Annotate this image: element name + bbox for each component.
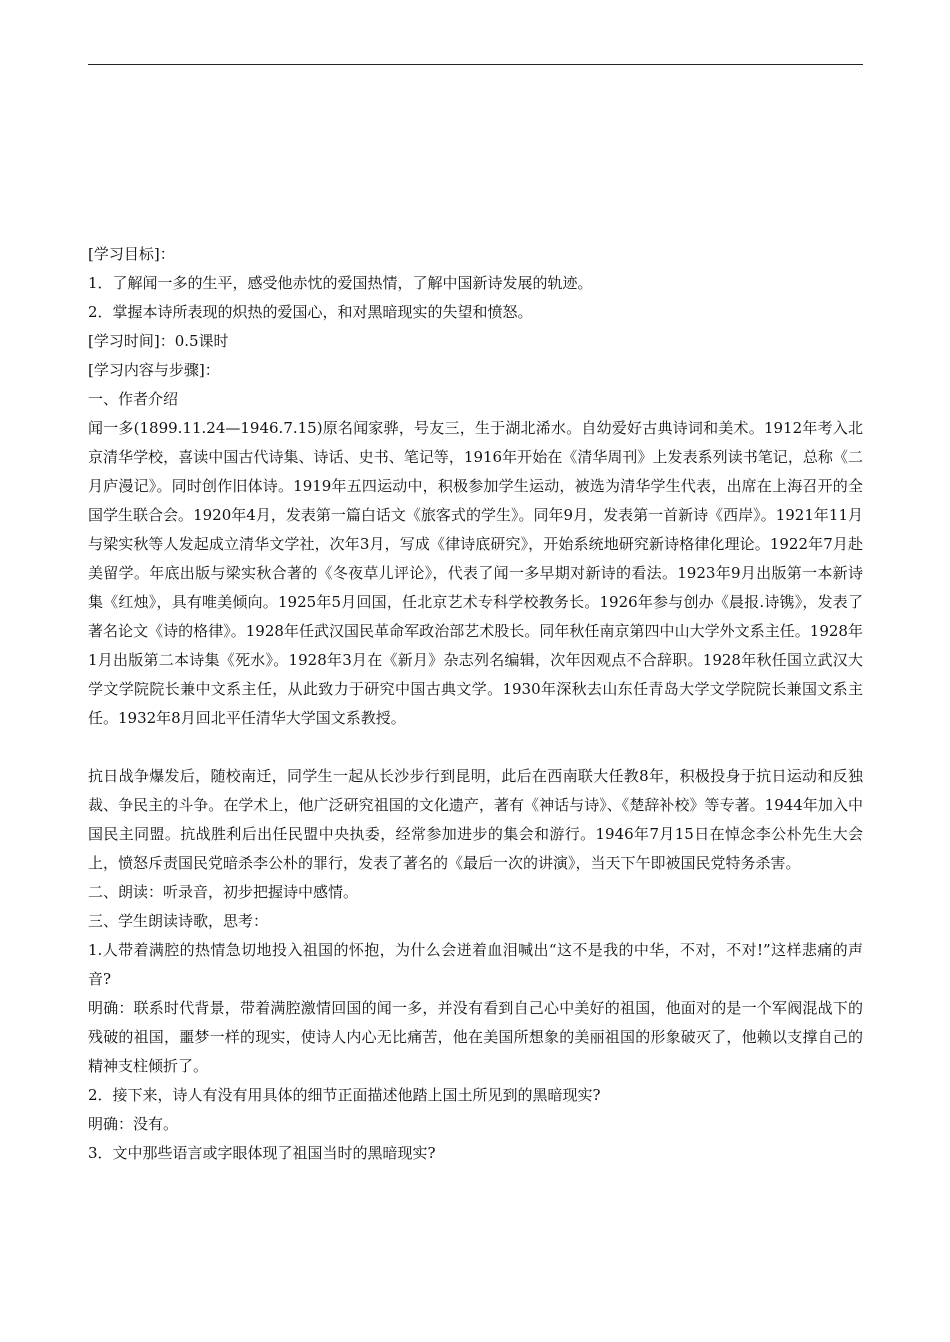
objective-1: 1．了解闻一多的生平，感受他赤忱的爱国热情，了解中国新诗发展的轨迹。	[88, 274, 593, 292]
paragraph-gap	[88, 733, 863, 762]
section-reading: 二、朗读：听录音，初步把握诗中感情。	[88, 883, 359, 901]
question-3: 3．文中那些语言或字眼体现了祖国当时的黑暗现实?	[88, 1144, 436, 1162]
objective-2: 2．掌握本诗所表现的炽热的爱国心，和对黑暗现实的失望和愤怒。	[88, 303, 533, 321]
biography-paragraph-2: 抗日战争爆发后，随校南迁，同学生一起从长沙步行到昆明，此后在西南联大任教8年，积极投身于抗日运动和反独裁、争民主的斗争。在学术上，他广泛研究祖国的文化遗产，著有《神话与诗》、《楚辞补校》等专著。1944年加入中国民主同盟。抗战胜利后出任民盟中央执委，经常参加进步的集会和游行。1946年7月15日在悼念李公朴先生大会上，愤怒斥责国民党暗杀李公朴的罪行，发表了著名的《最后一次的讲演》，当天下午即被国民党特务杀害。	[88, 767, 863, 872]
document-body	[88, 240, 863, 1168]
biography-paragraph-1: 闻一多(1899.11.24—1946.7.15)原名闻家骅，号友三，生于湖北浠水。自幼爱好古典诗词和美术。1912年考入北京清华学校，喜读中国古代诗集、诗话、史书、笔记等，1916年开始在《清华周刊》上发表系列读书笔记，总称《二月庐漫记》。同时创作旧体诗。1919年五四运动中，积极参加学生运动，被选为清华学生代表，出席在上海召开的全国学生联合会。1920年4月，发表第一篇白话文《旅客式的学生》。同年9月，发表第一首新诗《西岸》。1921年11月与梁实秋等人发起成立清华文学社，次年3月，写成《律诗底研究》，开始系统地研究新诗格律化理论。1922年7月赴美留学。年底出版与梁实秋合著的《冬夜草儿评论》，代表了闻一多早期对新诗的看法。1923年9月出版第一本新诗集《红烛》，具有唯美倾向。1925年5月回国，任北京艺术专科学校教务长。1926年参与创办《晨报.诗镌》，发表了著名论文《诗的格律》。1928年任武汉国民革命军政治部艺术股长。同年秋任南京第四中山大学外文系主任。1928年1月出版第二本诗集《死水》。1928年3月在《新月》杂志列名编辑，次年因观点不合辞职。1928年秋任国立武汉大学文学院院长兼中文系主任，从此致力于研究中国古典文学。1930年深秋去山东任青岛大学文学院院长兼国文系主任。1932年8月回北平任清华大学国文系教授。	[88, 419, 863, 727]
header-rule	[88, 64, 863, 65]
objectives-heading: [学习目标]：	[88, 245, 175, 263]
section-author-intro: 一、作者介绍	[88, 390, 179, 408]
section-think: 三、学生朗读诗歌，思考：	[88, 912, 269, 930]
question-1: 1.人带着满腔的热情急切地投入祖国的怀抱，为什么会迸着血泪喊出“这不是我的中华，不对，不对!”这样悲痛的声音?	[88, 941, 863, 988]
question-2: 2．接下来，诗人有没有用具体的细节正面描述他踏上国土所见到的黑暗现实?	[88, 1086, 601, 1104]
answer-1: 明确：联系时代背景，带着满腔激情回国的闻一多，并没有看到自己心中美好的祖国，他面对的是一个军阀混战下的残破的祖国，噩梦一样的现实，使诗人内心无比痛苦，他在美国所想象的美丽祖国的形象破灭了，他赖以支撑自己的精神支柱倾折了。	[88, 999, 863, 1075]
answer-2: 明确：没有。	[88, 1115, 179, 1133]
steps-heading: [学习内容与步骤]：	[88, 361, 220, 379]
study-time: [学习时间]：0.5课时	[88, 332, 229, 350]
